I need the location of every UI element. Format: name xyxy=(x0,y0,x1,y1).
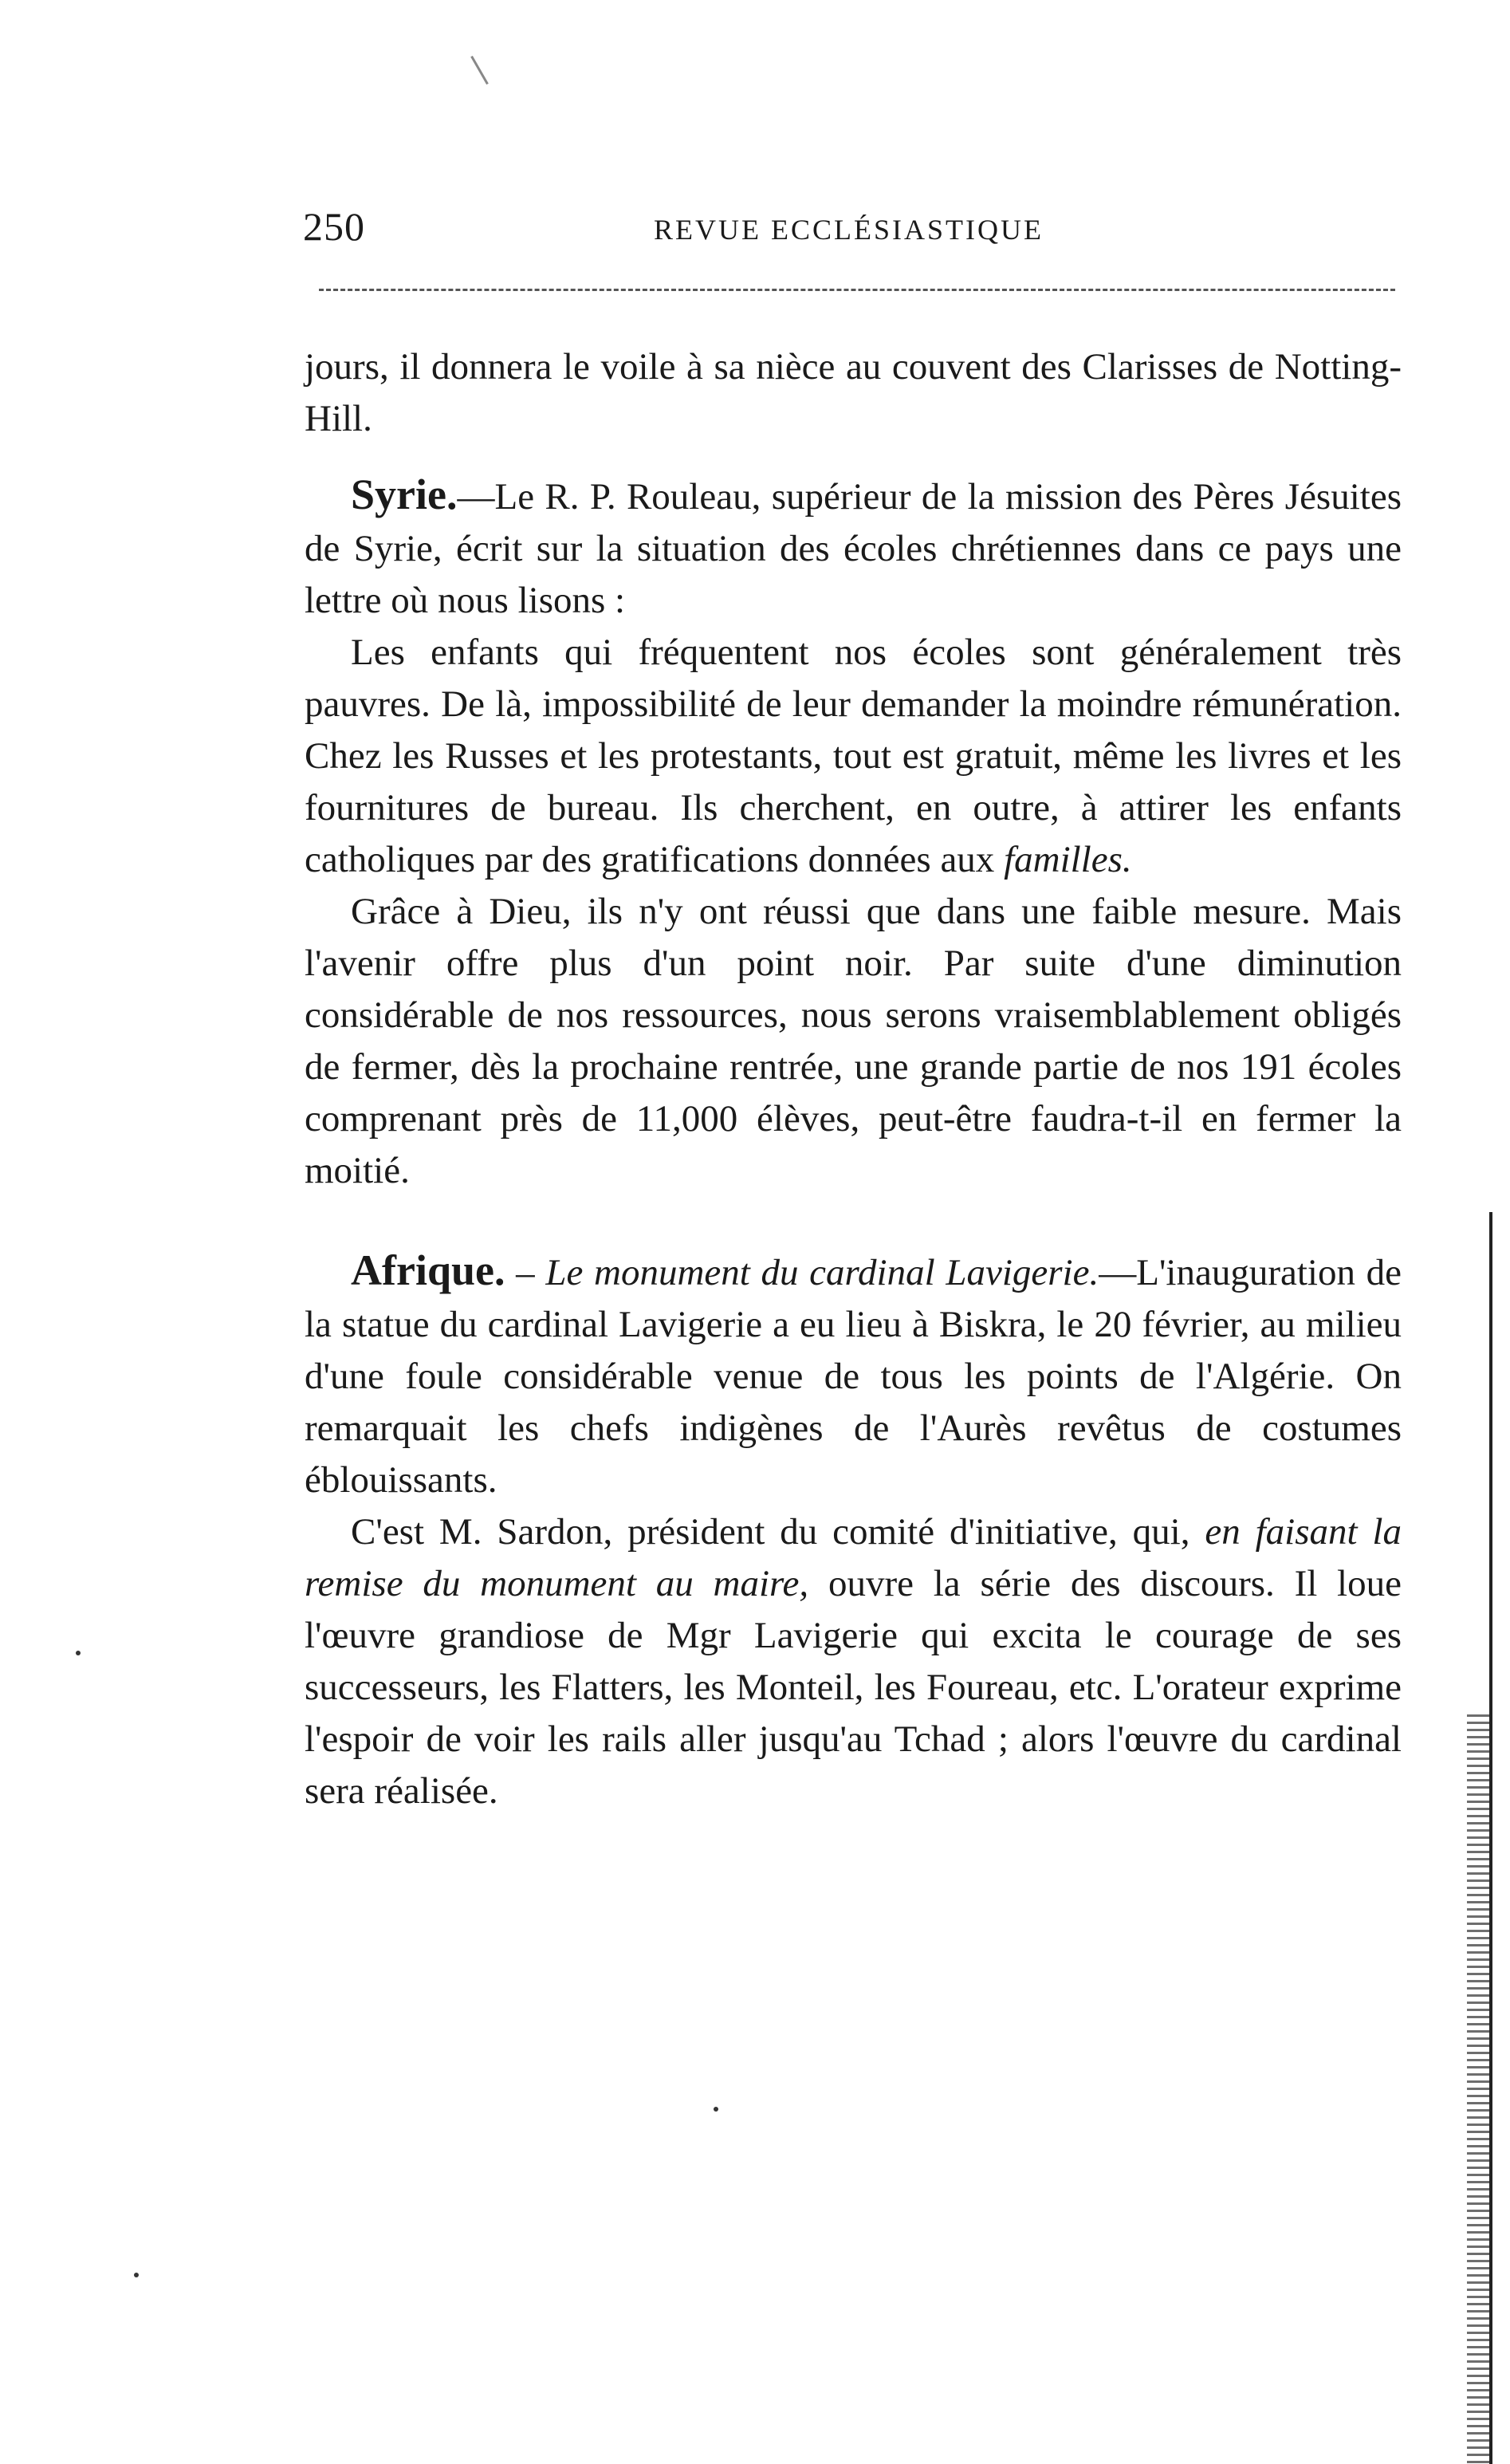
page-header xyxy=(303,203,1403,267)
body-text xyxy=(305,341,1402,1817)
paragraph-sardon xyxy=(305,1506,1402,1817)
paragraph-syrie xyxy=(305,469,1402,627)
afrique-dash: – xyxy=(505,1252,546,1293)
afrique-text: —L'inauguration de la statue du cardinal Lavigerie a eu lieu à Biskra, le 20 février, au milieu d'une foule considérable venue de tous les points de l'Algérie. On remarquait les chefs indigènes de l'Aurès revêtus de costumes éblouissants. xyxy=(305,1252,1402,1501)
section-head-afrique: Afrique. xyxy=(351,1246,505,1294)
sardon-text-2: ouvre la série des discours. Il loue l'œuvre grandiose de Mgr Lavigerie qui excita le courage de ses successeurs, les Flatters, les Monteil, les Foureau, etc. L'orateur exprime l'espoir de voir les rails aller jusqu'au Tchad ; alors l'œuvre du cardinal sera réalisée. xyxy=(305,1563,1402,1812)
syrie-text: —Le R. P. Rouleau, supérieur de la mission des Pères Jésuites de Syrie, écrit sur la situation des écoles chrétiennes dans ce pays une lettre où nous lisons : xyxy=(305,476,1402,621)
binding-edge-line xyxy=(1489,1212,1492,2464)
binding-edge-texture xyxy=(1467,1714,1489,2464)
sardon-text-italic: en faisant la remise du monument au maire, xyxy=(305,1511,1402,1604)
header-rule xyxy=(319,289,1395,291)
paragraph-quote-1 xyxy=(305,627,1402,886)
page-number: 250 xyxy=(303,204,365,249)
paragraph-quote-2: Grâce à Dieu, ils n'y ont réussi que dans une faible mesure. Mais l'avenir offre plus d'un point noir. Par suite d'une diminution considérable de nos ressources, nous serons vraisemblablement obligés de fermer, dès la prochaine rentrée, une grande partie de nos 191 écoles comprenant près de 11,000 élèves, peut-être faudra-t-il en fermer la moitié. xyxy=(305,891,1402,1191)
article-title: Le monument du cardinal Lavigerie. xyxy=(545,1252,1099,1293)
paper-speck xyxy=(714,2107,718,2112)
sardon-text-1: C'est M. Sardon, président du comité d'initiative, qui, xyxy=(351,1511,1205,1553)
paper-speck xyxy=(134,2273,139,2277)
quote-1-text: Les enfants qui fréquentent nos écoles sont généralement très pauvres. De là, impossibilité de leur demander la moindre rémunération. Chez les Russes et les protestants, tout est gratuit, même les livres et les fournitures de bureau. Ils cherchent, en outre, à attirer les enfants catholiques par des gratifications données aux xyxy=(305,632,1402,880)
paper-speck xyxy=(76,1651,81,1655)
running-head: REVUE ECCLÉSIASTIQUE xyxy=(654,214,1044,246)
paper-speck xyxy=(470,56,489,85)
quote-1-end: familles. xyxy=(1004,839,1132,880)
section-head-syrie: Syrie. xyxy=(351,470,458,518)
paragraph-continuation: jours, il donnera le voile à sa nièce au couvent des Clarisses de Notting-Hill. xyxy=(305,346,1402,439)
paragraph-afrique xyxy=(305,1245,1402,1506)
